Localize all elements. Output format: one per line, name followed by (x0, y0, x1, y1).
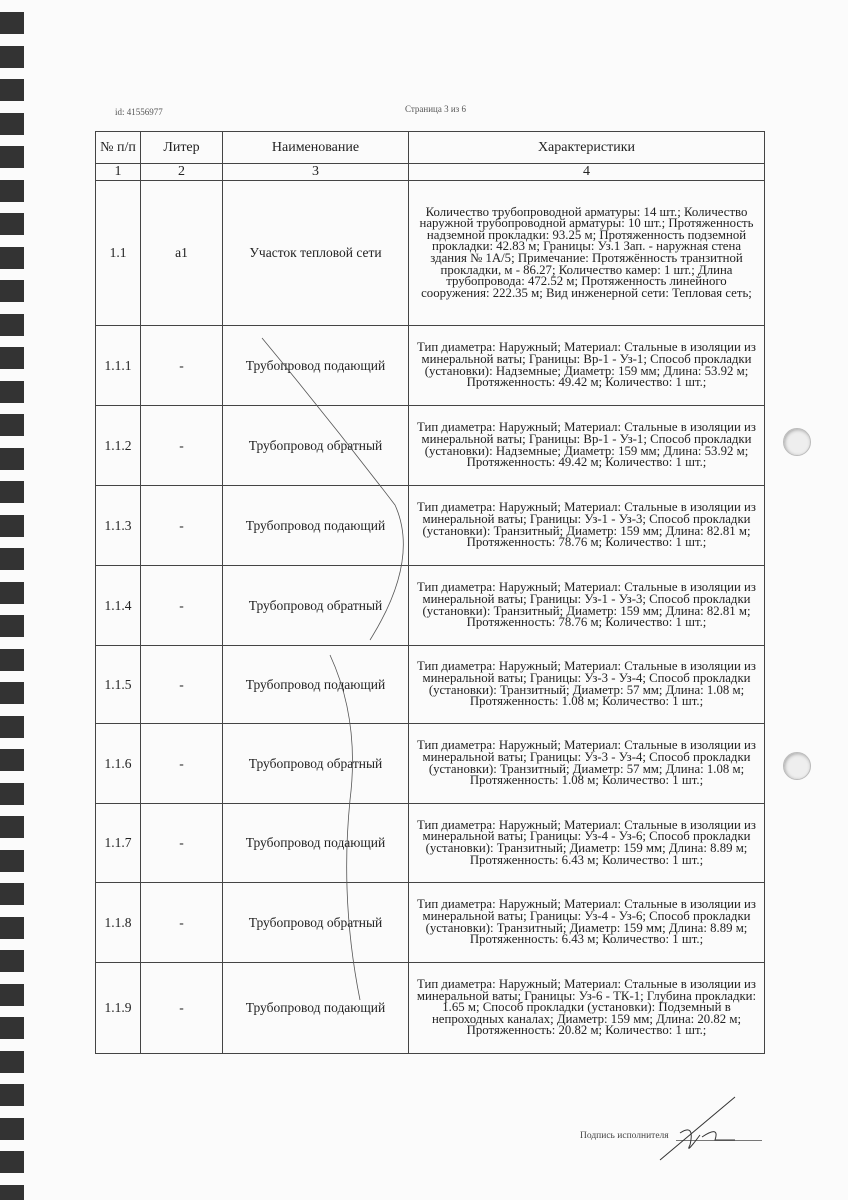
binding-hole (0, 515, 24, 537)
row-name: Трубопровод подающий (223, 646, 409, 724)
row-number: 1.1.8 (96, 883, 141, 963)
signature-label: Подпись исполнителя (580, 1131, 669, 1141)
row-characteristics: Тип диаметра: Наружный; Материал: Стальные в изоляции из минеральной ваты; Границы: Уз-1 - Уз-3; Способ прокладки (установки): Транзитный; Диаметр: 159 мм; Длина: 82.81 м; Протяженность: 78.76 м; Количество: 1 шт.; (409, 566, 765, 646)
row-characteristics: Тип диаметра: Наружный; Материал: Стальные в изоляции из минеральной ваты; Границы: Уз-1 - Уз-3; Способ прокладки (установки): Транзитный; Диаметр: 159 мм; Длина: 82.81 м; Протяженность: 78.76 м; Количество: 1 шт.; (409, 486, 765, 566)
table-row (96, 486, 765, 566)
row-liter: - (141, 566, 223, 646)
column-number: 1 (96, 164, 141, 181)
row-number: 1.1.6 (96, 724, 141, 804)
row-liter: - (141, 804, 223, 883)
binding-hole (0, 1151, 24, 1173)
row-name: Трубопровод обратный (223, 724, 409, 804)
binding-hole (0, 1185, 24, 1200)
binding-hole (0, 414, 24, 436)
row-characteristics: Тип диаметра: Наружный; Материал: Стальные в изоляции из минеральной ваты; Границы: Уз-3 - Уз-4; Способ прокладки (установки): Транзитный; Диаметр: 57 мм; Длина: 1.08 м; Протяженность: 1.08 м; Количество: 1 шт.; (409, 646, 765, 724)
table-row (96, 181, 765, 326)
table-header-row (96, 132, 765, 164)
signature-mark (640, 1095, 750, 1165)
row-liter: - (141, 406, 223, 486)
binding-hole (0, 79, 24, 101)
binding-hole (0, 46, 24, 68)
row-liter: - (141, 326, 223, 406)
row-name: Трубопровод обратный (223, 406, 409, 486)
row-characteristics: Тип диаметра: Наружный; Материал: Стальные в изоляции из минеральной ваты; Границы: Уз-4 - Уз-6; Способ прокладки (установки): Транзитный; Диаметр: 159 мм; Длина: 8.89 м; Протяженность: 6.43 м; Количество: 1 шт.; (409, 883, 765, 963)
header-liter: Литер (141, 132, 223, 164)
row-characteristics: Количество трубопроводной арматуры: 14 шт.; Количество наружной трубопроводной арматуры: 10 шт.; Протяженность надземной прокладки: 93.25 м; Протяженность подземной прокладки: 42.83 м; Границы: Уз.1 Зап. - наружная стена здания № 1А/5; Примечание: Протяжённость транзитной прокладки, м - 86.27; Количество камер: 1 шт.; Длина трубопровода: 472.52 м; Протяженность линейного сооружения: 222.35 м; Вид инженерной сети: Тепловая сеть; (409, 181, 765, 326)
document-id: id: 41556977 (115, 107, 163, 117)
binding-hole (0, 347, 24, 369)
row-number: 1.1.9 (96, 963, 141, 1054)
binding-hole (0, 113, 24, 135)
punch-hole (783, 752, 811, 780)
binding-hole (0, 850, 24, 872)
binding-hole (0, 548, 24, 570)
row-name: Трубопровод обратный (223, 883, 409, 963)
binding-hole (0, 12, 24, 34)
row-number: 1.1.7 (96, 804, 141, 883)
table-row (96, 804, 765, 883)
binding-hole (0, 1051, 24, 1073)
header-characteristics: Характеристики (409, 132, 765, 164)
binding-hole (0, 1118, 24, 1140)
row-number: 1.1 (96, 181, 141, 326)
binding-hole (0, 984, 24, 1006)
row-liter: - (141, 883, 223, 963)
row-name: Трубопровод подающий (223, 804, 409, 883)
table-row (96, 883, 765, 963)
table-row (96, 326, 765, 406)
binding-hole (0, 247, 24, 269)
page-number: Страница 3 из 6 (405, 104, 466, 114)
binding-hole (0, 950, 24, 972)
row-liter: - (141, 646, 223, 724)
row-number: 1.1.2 (96, 406, 141, 486)
header-name: Наименование (223, 132, 409, 164)
binding-hole (0, 280, 24, 302)
binding-hole (0, 1017, 24, 1039)
table-row (96, 566, 765, 646)
row-characteristics: Тип диаметра: Наружный; Материал: Стальные в изоляции из минеральной ваты; Границы: Уз-6 - ТК-1; Глубина прокладки: 1.65 м; Способ прокладки (установки): Подземный в непроходных каналах; Диаметр: 159 мм; Длина: 20.82 м; Протяженность: 20.82 м; Количество: 1 шт.; (409, 963, 765, 1054)
binding-hole (0, 448, 24, 470)
row-number: 1.1.4 (96, 566, 141, 646)
binding-hole (0, 213, 24, 235)
punch-hole (783, 428, 811, 456)
row-liter: - (141, 724, 223, 804)
binding-hole (0, 1084, 24, 1106)
row-name: Трубопровод подающий (223, 963, 409, 1054)
row-name: Трубопровод обратный (223, 566, 409, 646)
column-number-row (96, 164, 765, 181)
row-name: Трубопровод подающий (223, 486, 409, 566)
row-liter: а1 (141, 181, 223, 326)
row-name: Участок тепловой сети (223, 181, 409, 326)
row-characteristics: Тип диаметра: Наружный; Материал: Стальные в изоляции из минеральной ваты; Границы: Вр-1 - Уз-1; Способ прокладки (установки): Надземные; Диаметр: 159 мм; Длина: 53.92 м; Протяженность: 49.42 м; Количество: 1 шт.; (409, 406, 765, 486)
binding-hole (0, 649, 24, 671)
row-characteristics: Тип диаметра: Наружный; Материал: Стальные в изоляции из минеральной ваты; Границы: Уз-4 - Уз-6; Способ прокладки (установки): Транзитный; Диаметр: 159 мм; Длина: 8.89 м; Протяженность: 6.43 м; Количество: 1 шт.; (409, 804, 765, 883)
column-number: 4 (409, 164, 765, 181)
characteristics-table (95, 131, 765, 1054)
column-number: 3 (223, 164, 409, 181)
binding-hole (0, 917, 24, 939)
row-number: 1.1.3 (96, 486, 141, 566)
row-characteristics: Тип диаметра: Наружный; Материал: Стальные в изоляции из минеральной ваты; Границы: Уз-3 - Уз-4; Способ прокладки (установки): Транзитный; Диаметр: 57 мм; Длина: 1.08 м; Протяженность: 1.08 м; Количество: 1 шт.; (409, 724, 765, 804)
row-number: 1.1.5 (96, 646, 141, 724)
table-row (96, 963, 765, 1054)
table-row (96, 646, 765, 724)
column-number: 2 (141, 164, 223, 181)
row-name: Трубопровод подающий (223, 326, 409, 406)
binding-hole (0, 816, 24, 838)
binding-hole (0, 749, 24, 771)
header-num: № п/п (96, 132, 141, 164)
row-liter: - (141, 963, 223, 1054)
row-liter: - (141, 486, 223, 566)
row-number: 1.1.1 (96, 326, 141, 406)
table-row (96, 724, 765, 804)
binding-hole (0, 682, 24, 704)
binding-hole (0, 381, 24, 403)
binding-hole (0, 582, 24, 604)
binding-hole (0, 180, 24, 202)
binding-hole (0, 615, 24, 637)
binding-hole (0, 481, 24, 503)
binding-hole (0, 314, 24, 336)
binding-hole (0, 716, 24, 738)
row-characteristics: Тип диаметра: Наружный; Материал: Стальные в изоляции из минеральной ваты; Границы: Вр-1 - Уз-1; Способ прокладки (установки): Надземные; Диаметр: 159 мм; Длина: 53.92 м; Протяженность: 49.42 м; Количество: 1 шт.; (409, 326, 765, 406)
binding-hole (0, 146, 24, 168)
table-row (96, 406, 765, 486)
binding-hole (0, 783, 24, 805)
binding-hole (0, 883, 24, 905)
